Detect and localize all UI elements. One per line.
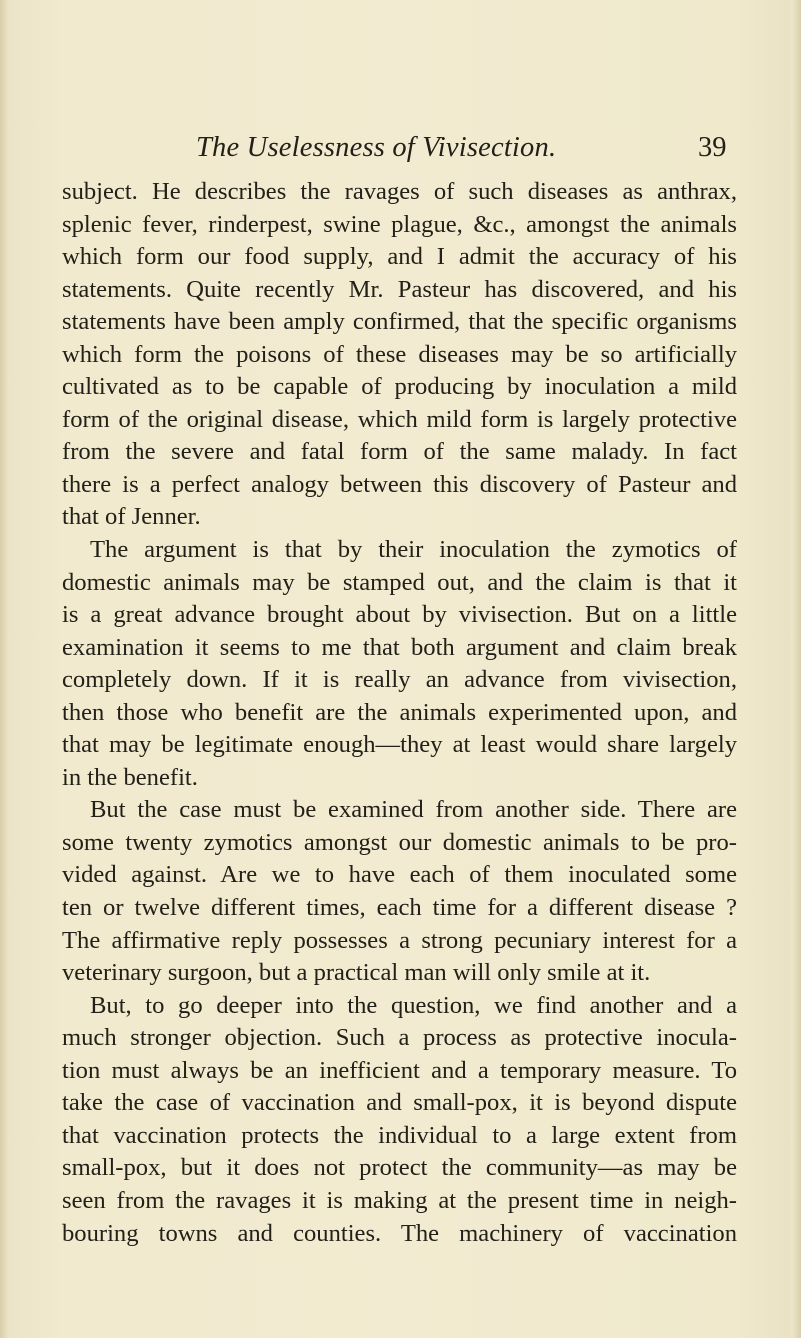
text-line: take the case of vaccination and small-pox, it is beyond dispute: [62, 1089, 737, 1117]
text-line: subject. He describes the ravages of such diseases as anthrax,: [62, 178, 737, 205]
text-line: that of Jenner.: [62, 503, 201, 531]
text-line: then those who benefit are the animals experimented upon, and: [62, 698, 737, 726]
text-line: statements have been amply confirmed, that the specific organisms: [62, 308, 737, 336]
text-line: completely down. If it is really an advance from vivisection,: [62, 666, 737, 694]
text-line: statements. Quite recently Mr. Pasteur has discovered, and his: [62, 275, 737, 303]
paragraph-start-line: But the case must be examined from another side. There are: [90, 796, 737, 824]
page-left-edge: [0, 0, 8, 1338]
text-line: some twenty zymotics amongst our domestic animals to be pro-: [62, 828, 737, 856]
text-line: ten or twelve different times, each time for a different disease ?: [62, 894, 737, 922]
text-line: which form the poisons of these diseases may be so artificially: [62, 340, 737, 368]
text-line: in the benefit.: [62, 763, 198, 791]
text-line: much stronger objection. Such a process as protective inocula-: [62, 1024, 737, 1052]
page-right-edge: [791, 0, 801, 1338]
text-line: from the severe and fatal form of the same malady. In fact: [62, 438, 737, 466]
page-number: 39: [698, 132, 727, 163]
text-line: there is a perfect analogy between this discovery of Pasteur and: [62, 470, 737, 498]
paragraph-start-line: The argument is that by their inoculation the zymotics of: [90, 536, 737, 564]
text-line: bouring towns and counties. The machinery of vaccination: [62, 1219, 737, 1247]
text-line: that may be legitimate enough—they at least would share largely: [62, 731, 737, 759]
text-line: domestic animals may be stamped out, and the claim is that it: [62, 568, 737, 596]
text-line: veterinary surgoon, but a practical man will only smile at it.: [62, 959, 651, 987]
text-line: that vaccination protects the individual to a large extent from: [62, 1121, 737, 1149]
text-line: seen from the ravages it is making at the present time in neigh-: [62, 1186, 737, 1214]
paragraph-start-line: But, to go deeper into the question, we find another and a: [90, 991, 737, 1019]
text-line: which form our food supply, and I admit the accuracy of his: [62, 243, 737, 271]
body-text: [62, 176, 737, 1250]
text-line: examination it seems to me that both argument and claim break: [62, 633, 737, 661]
text-line: vided against. Are we to have each of them inoculated some: [62, 861, 737, 889]
page-header: [0, 132, 801, 172]
text-line: cultivated as to be capable of producing by inoculation a mild: [62, 373, 737, 401]
text-line: splenic fever, rinderpest, swine plague, &c., amongst the animals: [62, 210, 737, 238]
text-line: is a great advance brought about by vivisection. But on a little: [62, 601, 737, 629]
text-line: form of the original disease, which mild form is largely protective: [62, 405, 737, 433]
text-line: small-pox, but it does not protect the community—as may be: [62, 1154, 737, 1182]
running-title: The Uselessness of Vivisection.: [196, 132, 557, 163]
text-line: The affirmative reply possesses a strong pecuniary interest for a: [62, 926, 737, 954]
text-line: tion must always be an inefficient and a temporary measure. To: [62, 1056, 737, 1084]
